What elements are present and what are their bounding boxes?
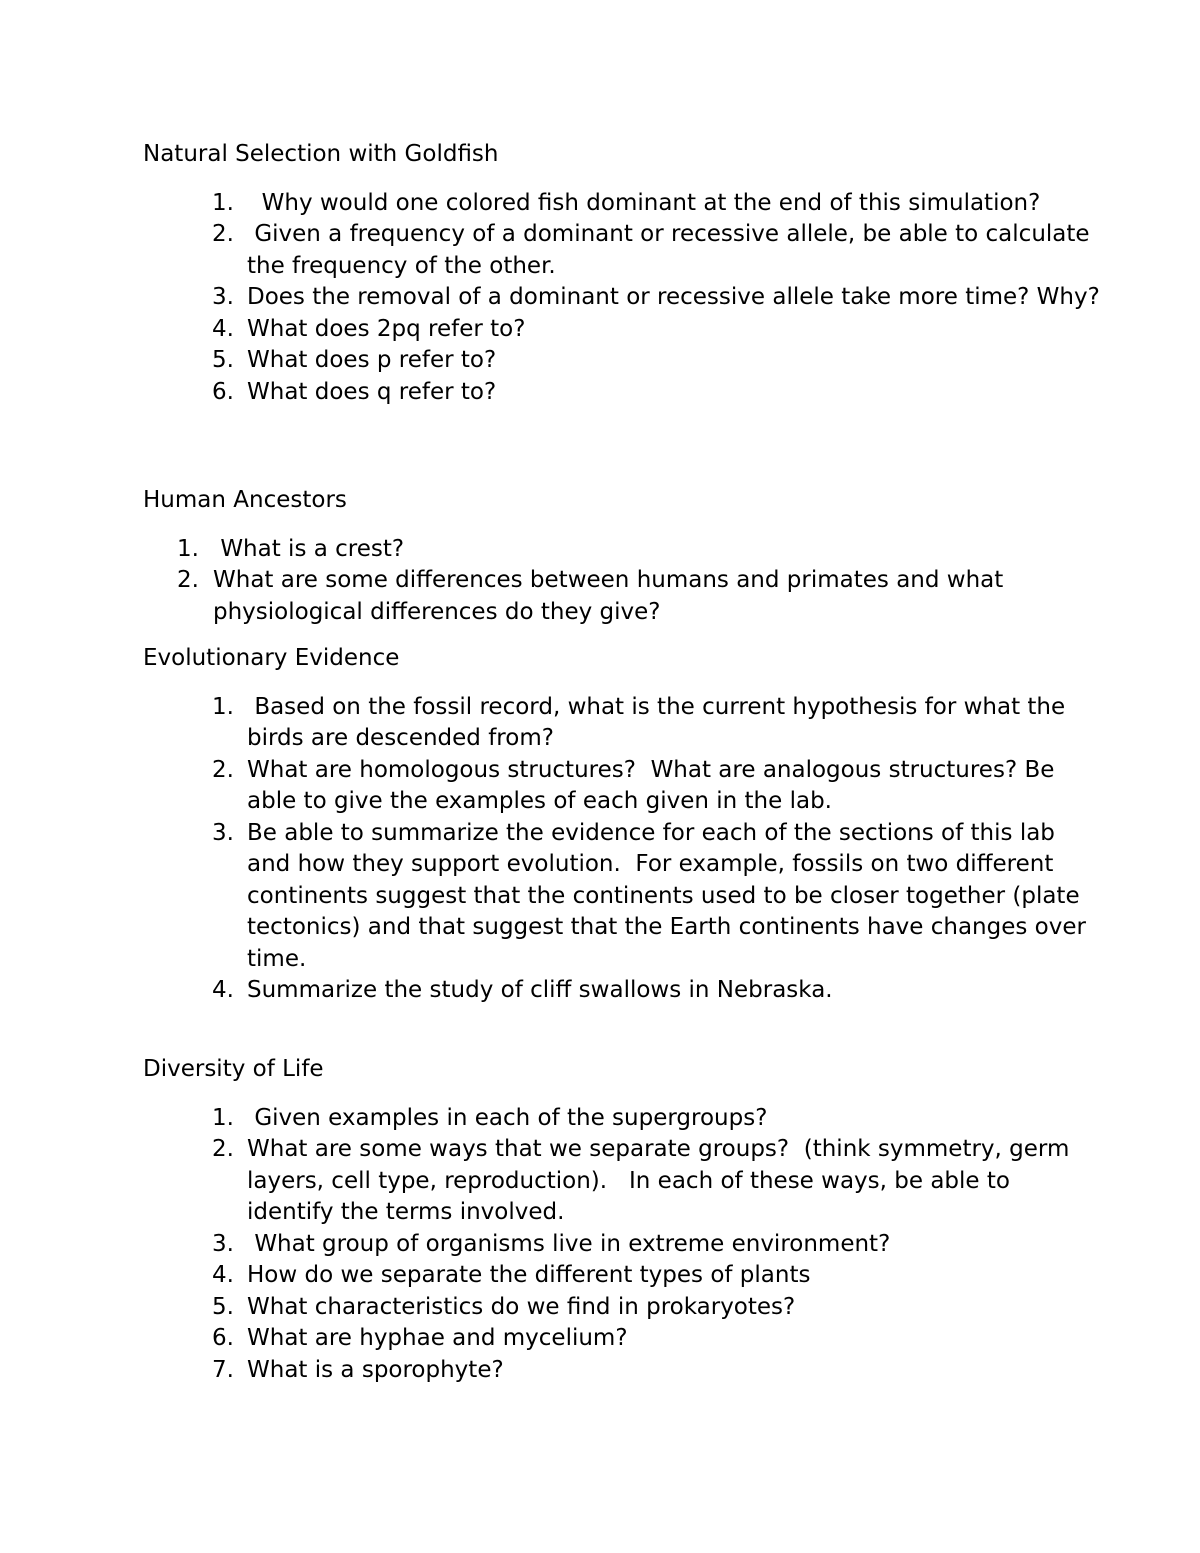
item-text: What group of organisms live in extreme environment? [247,1230,891,1257]
item-number: 1. [212,189,234,216]
item-text: What does 2pq refer to? [247,315,526,342]
item-number: 4. [212,315,234,342]
list-item [143,1103,1103,1135]
item-text: Given examples in each of the supergroups? [247,1104,768,1131]
question-list [143,1103,1103,1387]
list-item [143,818,1103,976]
list-item [143,282,1103,314]
item-text: What does p refer to? [247,347,497,373]
section-evolutionary-evidence [143,643,1103,1007]
list-item [143,345,1103,377]
section-heading: Diversity of Life [143,1056,324,1082]
list-item [143,1260,1103,1292]
item-text: What is a sporophyte? [247,1356,504,1383]
list-item [143,565,1103,628]
question-list [143,188,1103,409]
item-number: 4. [212,1262,234,1288]
item-number: 1. [177,535,199,562]
question-list [143,534,1103,629]
list-item [143,1323,1103,1355]
list-item [143,219,1103,282]
list-item [143,692,1103,755]
question-list [143,692,1103,1007]
item-number: 6. [212,378,234,405]
item-text: What does q refer to? [247,378,497,405]
item-text: What are homologous structures? What are analogous structures? Be able to give the examples of each given in the lab. [247,756,1062,814]
item-text: Based on the fossil record, what is the current hypothesis for what the birds are descended from? [247,693,1073,751]
item-number: 2. [212,756,234,783]
item-number: 3. [212,284,234,310]
item-text: Why would one colored fish dominant at the end of this simulation? [247,189,1041,216]
list-item [143,377,1103,409]
section-heading: Natural Selection with Goldfish [143,141,499,167]
section-natural-selection [143,139,1103,408]
item-text: What characteristics do we find in prokaryotes? [247,1293,796,1320]
item-text: What are hyphae and mycelium? [247,1325,628,1351]
item-text: How do we separate the different types of plants [247,1262,811,1288]
item-text: Does the removal of a dominant or recessive allele take more time? Why? [247,284,1100,310]
item-number: 7. [212,1356,234,1383]
list-item [143,975,1103,1007]
item-number: 6. [212,1325,234,1351]
item-number: 5. [212,347,234,373]
list-item [143,314,1103,346]
item-number: 2. [212,1136,234,1162]
list-item [143,1292,1103,1324]
section-human-ancestors [143,485,1103,628]
list-item [143,1355,1103,1387]
item-text: What are some differences between humans and primates and what physiological differences do they give? [213,567,1004,625]
section-heading: Evolutionary Evidence [143,645,400,671]
item-text: Summarize the study of cliff swallows in Nebraska. [247,977,833,1003]
list-item [143,534,1103,566]
item-number: 1. [212,693,234,720]
item-number: 5. [212,1293,234,1320]
item-number: 3. [212,1230,234,1257]
item-number: 2. [212,221,234,247]
list-item [143,1229,1103,1261]
item-text: What are some ways that we separate groups? (think symmetry, germ layers, cell type, reproduction). In each of these ways, be able to identify the terms involved. [247,1136,1077,1225]
item-text: What is a crest? [213,535,405,562]
item-number: 3. [212,819,234,846]
item-number: 2. [177,567,199,593]
item-number: 1. [212,1104,234,1131]
list-item [143,1134,1103,1229]
section-diversity-of-life [143,1054,1103,1386]
list-item [143,755,1103,818]
item-text: Be able to summarize the evidence for each of the sections of this lab and how they support evolution. For example, fossils on two different continents suggest that the continents used to be closer together (plate tectonics) and that suggest that the Earth continents have changes over time. [247,819,1094,972]
item-text: Given a frequency of a dominant or recessive allele, be able to calculate the frequency of the other. [247,221,1097,279]
item-number: 4. [212,977,234,1003]
list-item [143,188,1103,220]
section-heading: Human Ancestors [143,487,347,513]
